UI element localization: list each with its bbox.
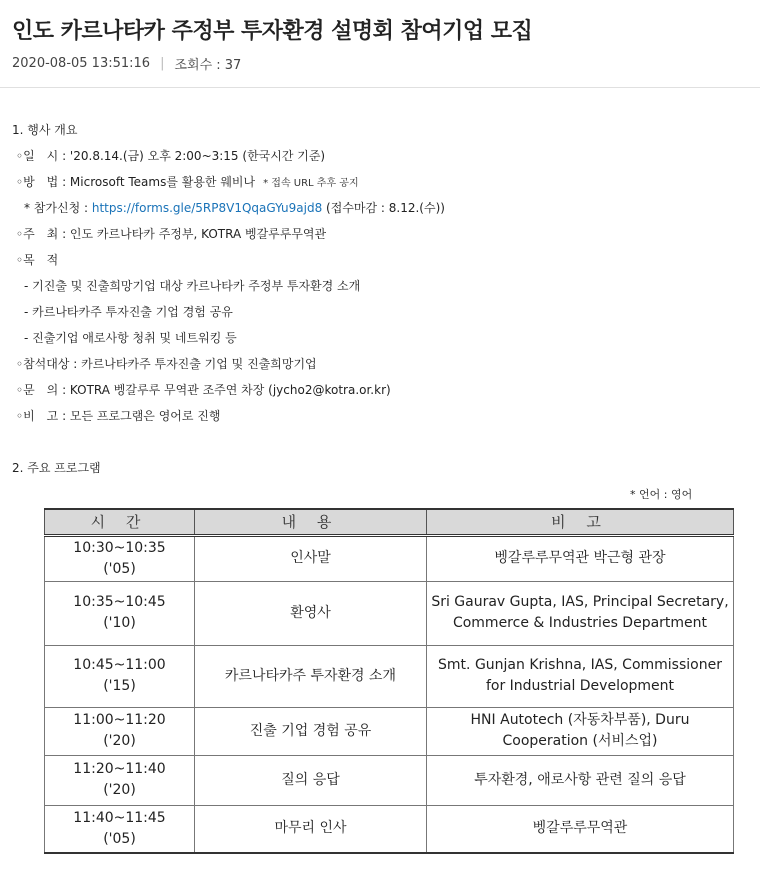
content-cell: 마무리 인사 bbox=[195, 805, 427, 853]
header-note: 비 고 bbox=[427, 509, 734, 535]
note-cell: Sri Gaurav Gupta, IAS, Principal Secretary, Commerce & Industries Department bbox=[427, 581, 734, 645]
purpose-heading: ◦목 적 bbox=[16, 253, 59, 267]
table-row bbox=[45, 645, 734, 707]
time-duration: ('20) bbox=[103, 733, 136, 749]
purpose-item: - 진출기업 애로사항 청취 및 네트워킹 등 bbox=[24, 331, 237, 345]
post-date: 2020-08-05 13:51:16 bbox=[12, 56, 151, 71]
content-cell: 환영사 bbox=[195, 581, 427, 645]
section1-heading: 1. 행사 개요 bbox=[12, 123, 78, 137]
content-cell: 질의 응답 bbox=[195, 755, 427, 805]
table-row bbox=[45, 535, 734, 581]
time-cell bbox=[45, 805, 195, 853]
time-cell bbox=[45, 645, 195, 707]
note-cell: HNI Autotech (자동차부품), Duru Cooperation (서비스업) bbox=[427, 707, 734, 755]
time-duration: ('20) bbox=[103, 782, 136, 798]
event-method-text: ◦방 법 : Microsoft Teams를 활용한 웨비나 bbox=[16, 175, 256, 189]
note-cell: 벵갈루루무역관 박근형 관장 bbox=[427, 535, 734, 581]
note-cell: Smt. Gunjan Krishna, IAS, Commissioner for Industrial Development bbox=[427, 645, 734, 707]
page-title: 인도 카르나타카 주정부 투자환경 설명회 참여기업 모집 bbox=[12, 19, 533, 44]
meta-separator: | bbox=[160, 56, 165, 71]
program-table bbox=[44, 508, 734, 854]
purpose-item: - 기진출 및 진출희망기업 대상 카르나타카 주정부 투자환경 소개 bbox=[24, 279, 361, 293]
event-participants: ◦참석대상 : 카르나타카주 투자진출 기업 및 진출희망기업 bbox=[16, 357, 317, 371]
table-header-row bbox=[45, 509, 734, 535]
language-note: * 언어 : 영어 bbox=[630, 488, 693, 501]
event-method bbox=[12, 172, 752, 198]
content-cell: 인사말 bbox=[195, 535, 427, 581]
event-date: ◦일 시 : '20.8.14.(금) 오후 2:00~3:15 (한국시간 기준) bbox=[16, 149, 326, 163]
time-range: 10:30~10:35 bbox=[73, 539, 166, 556]
table-row bbox=[45, 707, 734, 755]
time-duration: ('05) bbox=[103, 830, 136, 847]
time-cell bbox=[45, 535, 195, 581]
table-row bbox=[45, 581, 734, 645]
article-body bbox=[12, 120, 752, 484]
header-divider bbox=[0, 87, 760, 88]
time-cell bbox=[45, 755, 195, 805]
event-host: ◦주 최 : 인도 카르나타카 주정부, KOTRA 벵갈루루무역관 bbox=[16, 227, 327, 241]
section2-heading: 2. 주요 프로그램 bbox=[12, 461, 101, 475]
content-cell: 카르나타카주 투자환경 소개 bbox=[195, 645, 427, 707]
post-meta bbox=[12, 54, 241, 73]
content-cell: 진출 기업 경험 공유 bbox=[195, 707, 427, 755]
note-cell: 벵갈루루무역관 bbox=[427, 805, 734, 853]
event-method-note: * 접속 URL 추후 공지 bbox=[263, 178, 359, 189]
spacer bbox=[12, 432, 752, 458]
note-cell: 투자환경, 애로사항 관련 질의 응답 bbox=[427, 755, 734, 805]
event-contact: ◦문 의 : KOTRA 벵갈루루 무역관 조주연 차장 (jycho2@kotra.or.kr) bbox=[16, 383, 391, 397]
apply-deadline: (접수마감 : 8.12.(수)) bbox=[322, 201, 445, 215]
table-row bbox=[45, 755, 734, 805]
table-row bbox=[45, 805, 734, 853]
time-range: 10:45~11:00 bbox=[73, 657, 166, 673]
header-content: 내 용 bbox=[195, 509, 427, 535]
apply-line bbox=[12, 198, 752, 224]
time-cell bbox=[45, 581, 195, 645]
purpose-item: - 카르나타카주 투자진출 기업 경험 공유 bbox=[24, 305, 233, 319]
time-range: 11:20~11:40 bbox=[73, 761, 166, 777]
header-time: 시 간 bbox=[45, 509, 195, 535]
apply-prefix: * 참가신청 : bbox=[24, 201, 92, 215]
time-range: 10:35~10:45 bbox=[73, 594, 166, 610]
event-remark: ◦비 고 : 모든 프로그램은 영어로 진행 bbox=[16, 409, 221, 423]
time-range: 11:40~11:45 bbox=[73, 809, 166, 826]
time-duration: ('05) bbox=[103, 560, 136, 577]
time-duration: ('10) bbox=[103, 615, 136, 631]
apply-link[interactable]: https://forms.gle/5RP8V1QqaGYu9ajd8 bbox=[91, 201, 323, 215]
time-cell bbox=[45, 707, 195, 755]
time-duration: ('15) bbox=[103, 678, 136, 694]
view-count: 조회수 : 37 bbox=[174, 58, 242, 73]
time-range: 11:00~11:20 bbox=[73, 712, 166, 728]
